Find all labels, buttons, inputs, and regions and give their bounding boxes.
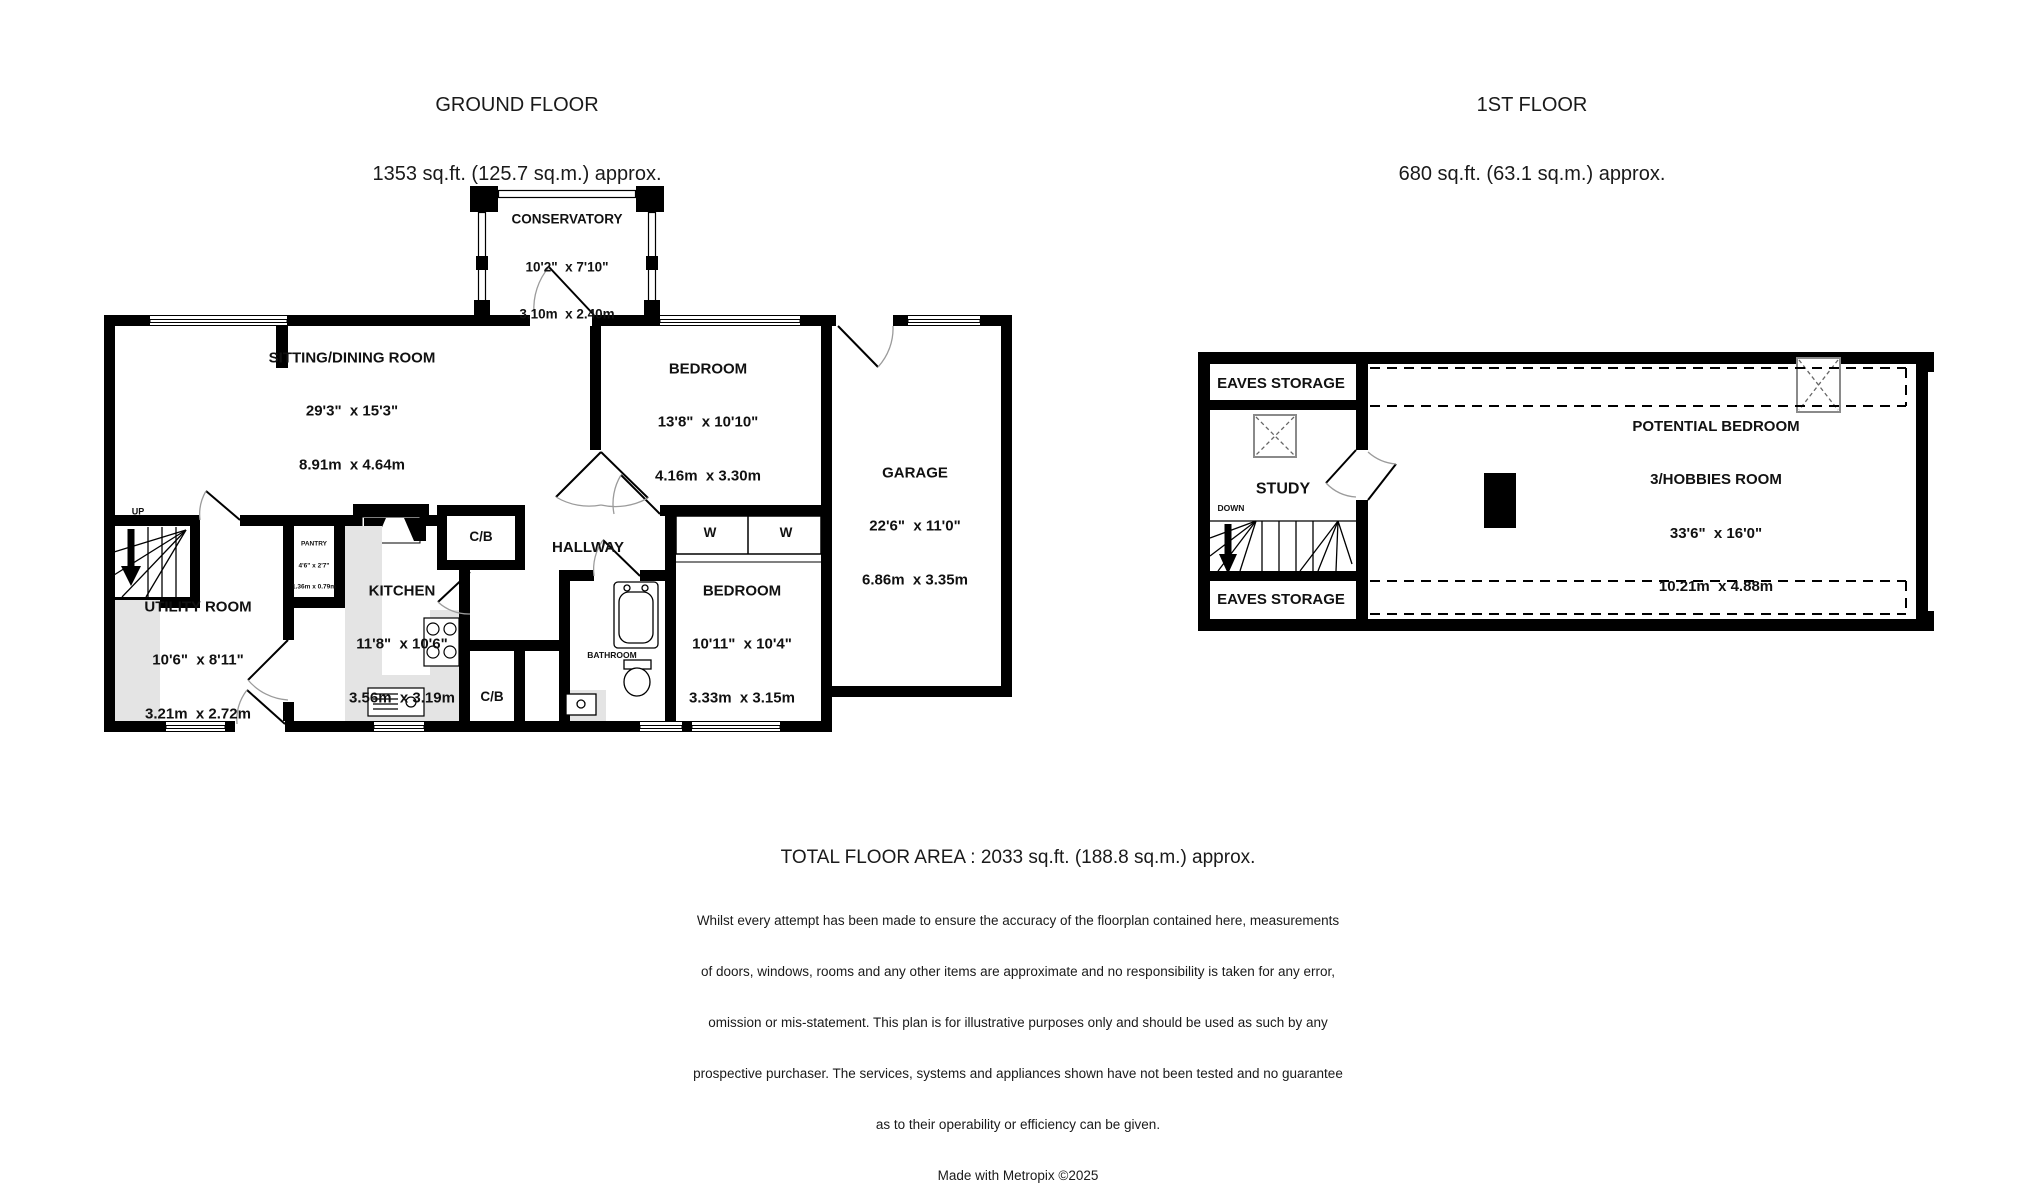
label-wardrobe-1: W xyxy=(703,525,717,541)
label-bathroom: BATHROOM xyxy=(587,649,637,660)
ground-floor-area: 1353 sq.ft. (125.7 sq.m.) approx. xyxy=(372,163,662,185)
room-label-bedroom2: BEDROOM 10'11" x 10'4" 3.33m x 3.15m xyxy=(689,582,795,707)
room-label-conservatory: CONSERVATORY 10'2" x 7'10" 3.10m x 2.40m xyxy=(511,211,623,322)
first-floor-header xyxy=(1399,48,1666,209)
label-cb-bottom: C/B xyxy=(480,689,504,705)
metropix-credit: Made with Metropix ©2025 xyxy=(937,1168,1099,1183)
stairs-down xyxy=(1210,521,1356,574)
room-label-bedroom1: BEDROOM 13'8" x 10'10" 4.16m x 3.30m xyxy=(655,360,761,485)
label-down: DOWN xyxy=(1217,502,1245,513)
room-label-sitting-dining: SITTING/DINING ROOM 29'3" x 15'3" 8.91m x 4.64m xyxy=(268,349,436,474)
first-floor-title: 1ST FLOOR xyxy=(1476,94,1588,116)
ground-floor-title: GROUND FLOOR xyxy=(435,94,599,116)
disclaimer: Whilst every attempt has been made to ensure the accuracy of the floorplan contained here, measurements of doors, windows, rooms and any other items are approximate and no responsibility is taken for any error, omission or mis-statement. This plan is for illustrative purposes only and should be used as such by any prospective purchaser. The services, systems and appliances shown have not been tested and no guarantee as to their operability or efficiency can be given. Made with Metropix ©2025 xyxy=(693,913,1343,1183)
room-label-garage: GARAGE 22'6" x 11'0" 6.86m x 3.35m xyxy=(862,464,968,589)
first-floor-area: 680 sq.ft. (63.1 sq.m.) approx. xyxy=(1398,163,1666,185)
label-wardrobe-2: W xyxy=(779,525,793,541)
bathroom-fixtures xyxy=(566,582,658,715)
room-label-potential-bedroom: POTENTIAL BEDROOM 3/HOBBIES ROOM 33'6" x 16'0" 10.21m x 4.88m xyxy=(1632,418,1800,595)
label-cb-top: C/B xyxy=(469,529,493,545)
room-label-utility: UTILITY ROOM 10'6" x 8'11" 3.21m x 2.72m xyxy=(144,598,252,723)
label-eaves-storage-top: EAVES STORAGE xyxy=(1217,375,1345,393)
label-up: UP xyxy=(131,506,145,517)
room-label-pantry: PANTRY 4'6" x 2'7" 1.36m x 0.79m xyxy=(291,540,337,591)
room-label-study: STUDY xyxy=(1255,480,1311,498)
study-door xyxy=(1326,450,1396,500)
room-label-kitchen: KITCHEN 11'8" x 10'6" 3.56m x 3.19m xyxy=(349,582,455,707)
total-floor-area: TOTAL FLOOR AREA : 2033 sq.ft. (188.8 sq.m.) approx. xyxy=(780,847,1256,868)
label-eaves-storage-bottom: EAVES STORAGE xyxy=(1217,591,1345,609)
label-hallway: HALLWAY xyxy=(552,539,624,557)
